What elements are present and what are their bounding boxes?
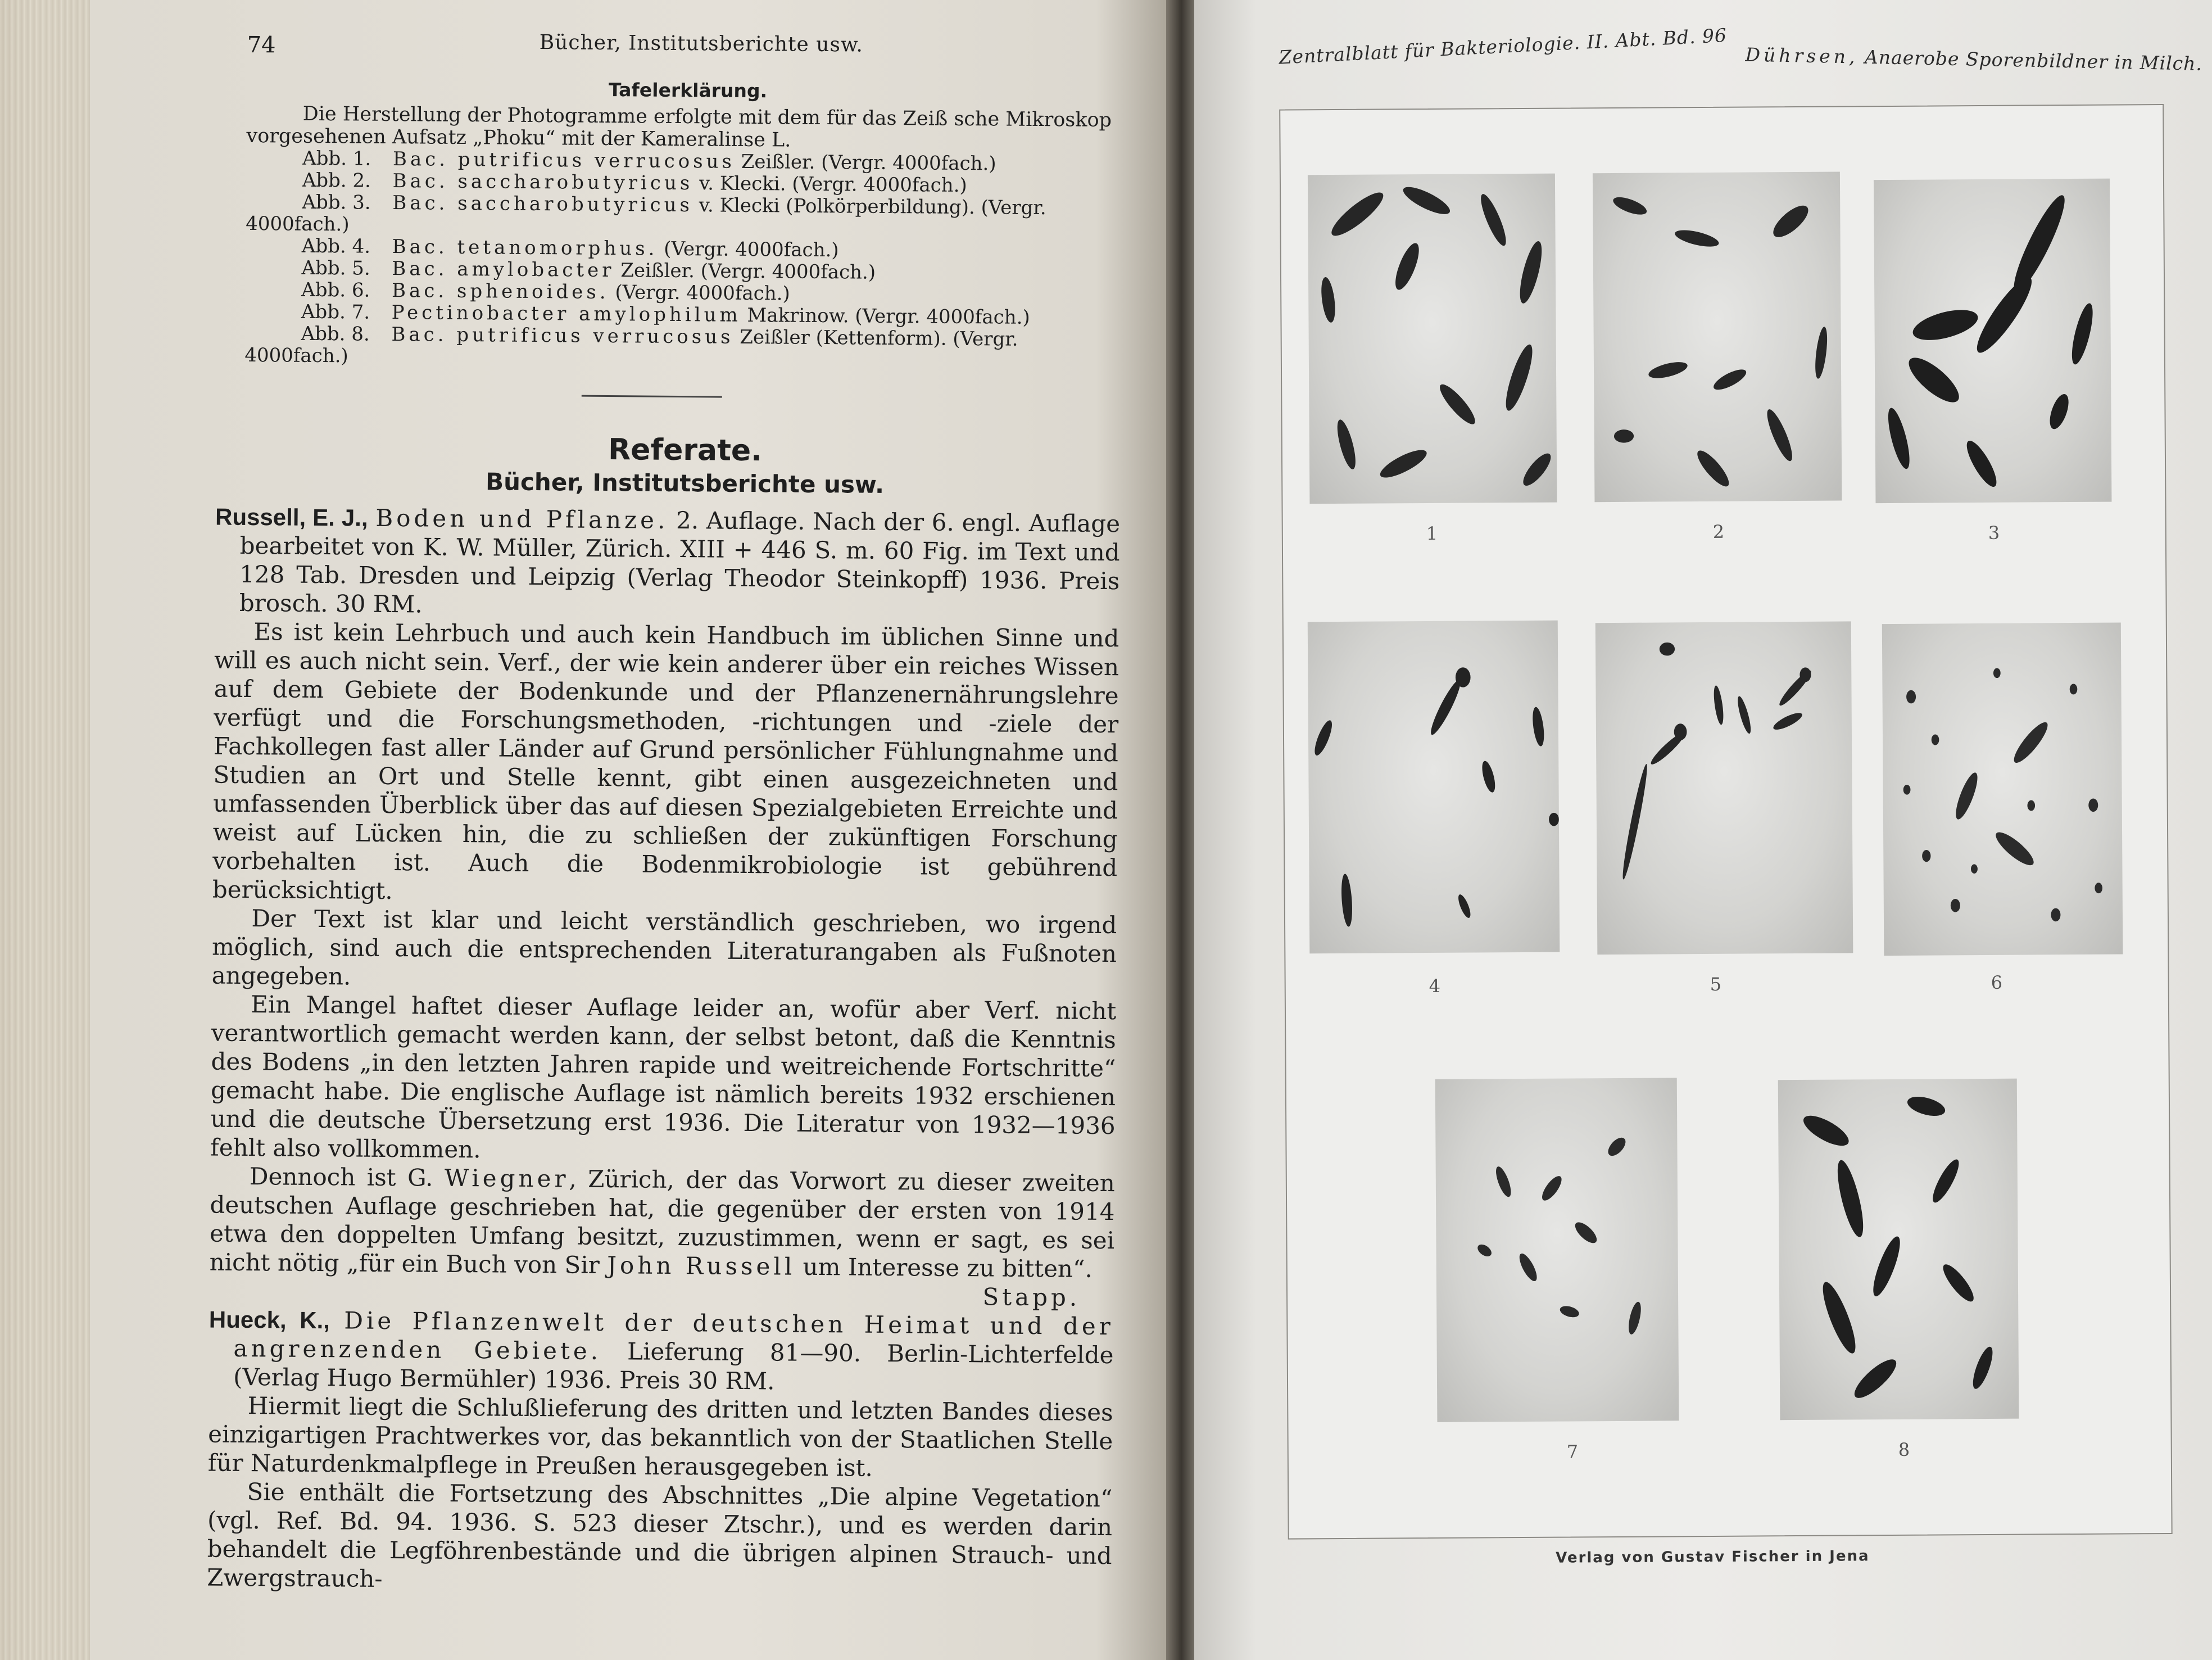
- legend-item: Abb. 1. Bac. putrificus verrucosus Zeißler. (Vergr. 4000fach.): [302, 147, 996, 175]
- review-hueck: [207, 1305, 1114, 1599]
- review-citation: Russell, E. J., Boden und Pflanze. 2. Auflage. Nach der 6. engl. Auflage bearbeitet von K. W. Müller, Zürich. XIII + 446 S. m. 60 Fig. im Text und 128 Tab. Dresden und Leipzig (Verlag Theodor Steinkopff) 1936. Preis brosch. 30 RM.: [215, 503, 1121, 618]
- legend-item: Abb. 4. Bac. tetanomorphus. (Vergr. 4000fach.): [301, 234, 839, 262]
- micrograph-5: [1595, 621, 1853, 955]
- plate-legend-intro: Die Herstellung der Photogramme erfolgte mit dem für das Zeiß sche Mikroskop vorgesehenen Aufsatz „Phoku“ mit der Kameralinse L.: [246, 102, 1112, 152]
- publisher-imprint: Verlag von Gustav Fischer in Jena: [1556, 1548, 1870, 1567]
- legend-item: Abb. 5. Bac. amylobacter Zeißler. (Vergr. 4000fach.): [301, 256, 876, 284]
- figure-number: 7: [1566, 1441, 1579, 1463]
- review-paragraph: Ein Mangel haftet dieser Auflage leider an, wofür aber Verf. nicht verantwortlich gemacht werden kann, der selbst betont, daß die Kenntnis des Bodens „in den letzten Jahren rapide und weitreichende Fortschritte“ gemacht habe. Die englische Auflage ist nämlich bereits 1932 erschienen und die deutsche Übersetzung erst 1936. Die Literatur von 1932—1936 fehlt also vollkommen.: [210, 990, 1117, 1164]
- micrograph-7: [1435, 1078, 1679, 1422]
- legend-item: Abb. 6. Bac. sphenoides. (Vergr. 4000fach.): [301, 278, 790, 305]
- figure-number: 6: [1991, 971, 2003, 993]
- running-head: Bücher, Institutsberichte usw.: [539, 31, 864, 57]
- review-paragraph: Es ist kein Lehrbuch und auch kein Handbuch im üblichen Sinne und will es auch nicht sein. Verf., der wie kein anderer über ein reiches Wissen auf dem Gebiete der Bodenkunde und der Pflanzenernährungslehre verfügt und die Forschungsmethoden, -richtungen und -ziele der Fachkollegen fast aller Länder auf Grund persönlicher Fühlungnahme und Studien an Ort und Stelle kennt, gibt einen ausgezeichneten und umfassenden Überblick über das auf diesen Spezialgebieten Erreichte und weist auf Lücken hin, die zu schließen der zukünftigen Forschung vorbehalten ist. Auch die Bodenmikrobiologie ist gebührend berücksichtigt.: [212, 618, 1119, 905]
- review-paragraph: Sie enthält die Fortsetzung des Abschnittes „Die alpine Vegetation“ (vgl. Ref. Bd. 94. 1936. S. 523 dieser Ztschr.), und es werden darin behandelt die Legföhrenbestände und die übrigen alpinen Strauch- und Zwergstrauch-: [207, 1478, 1113, 1593]
- figure-number: 2: [1712, 521, 1725, 542]
- figure-number: 4: [1429, 975, 1441, 997]
- review-citation: Hueck, K., Die Pflanzenwelt der deutschen Heimat und der angrenzenden Gebiete. Lieferung 81—90. Berlin-Lichterfelde (Verlag Hugo Bermühler) 1936. Preis 30 RM.: [208, 1306, 1114, 1395]
- review-russell: [209, 503, 1120, 1313]
- plate-page-content: [1194, 0, 2212, 1660]
- article-running-head: Dührsen, Anaerobe Sporenbildner in Milch.: [1745, 43, 2203, 75]
- photo-plate: [1279, 104, 2173, 1540]
- plate-legend: [177, 75, 1129, 373]
- right-page: [1194, 0, 2212, 1660]
- reviewer-signature: Stapp.: [982, 1283, 1081, 1311]
- page-number: 74: [247, 31, 276, 58]
- plate-legend-title: Tafelerklärung.: [608, 78, 768, 102]
- section-divider: [582, 395, 722, 398]
- micrograph-4: [1308, 621, 1560, 954]
- micrograph-2: [1593, 172, 1842, 503]
- review-paragraph: Dennoch ist G. Wiegner, Zürich, der das Vorwort zu dieser zweiten deutschen Auflage geschrieben hat, die gegenüber der ersten von 1914 etwa den doppelten Umfang besitzt, zuzustimmen, wenn er sagt, es sei nicht nötig „für ein Buch von Sir John Russell um Interesse zu bitten“.: [209, 1163, 1116, 1283]
- section-subtitle: Bücher, Institutsberichte usw.: [485, 468, 885, 499]
- micrograph-8: [1778, 1079, 2019, 1421]
- plate-legend-list: [177, 147, 1128, 373]
- reviews: [167, 502, 1120, 1599]
- journal-running-head: Zentralblatt für Bakteriologie. II. Abt. Bd. 96: [1278, 24, 1728, 69]
- review-paragraph: Hiermit liegt die Schlußlieferung des dritten und letzten Bandes dieses einzigartigen Prachtwerkes vor, das bekanntlich von der Staatlichen Stelle für Naturdenkmalpflege in Preußen herausgegeben ist.: [207, 1392, 1113, 1482]
- section-title: Referate.: [608, 433, 763, 468]
- left-page-content: [167, 22, 1130, 1599]
- figure-number: 3: [1988, 522, 2000, 544]
- micrograph-6: [1882, 622, 2123, 956]
- page-edges: [0, 0, 90, 1660]
- figure-number: 8: [1898, 1439, 1910, 1460]
- micrograph-1: [1308, 174, 1557, 504]
- figure-number: 1: [1426, 522, 1438, 545]
- legend-item: Abb. 3. Bac. saccharobutyricus v. Klecki (Polkörperbildung). (Vergr. 4000fach.): [246, 191, 1046, 236]
- review-paragraph: Der Text ist klar und leicht verständlich geschrieben, wo irgend möglich, sind auch die entsprechenden Literaturangaben als Fußnoten angegeben.: [211, 904, 1117, 990]
- legend-item: Abb. 7. Pectinobacter amylophilum Makrinow. (Vergr. 4000fach.): [301, 300, 1030, 329]
- figure-number: 5: [1710, 973, 1722, 995]
- micrograph-3: [1874, 179, 2112, 504]
- legend-item: Abb. 8. Bac. putrificus verrucosus Zeißler (Kettenform). (Vergr. 4000fach.): [244, 322, 1018, 368]
- page-header: [179, 22, 1130, 80]
- legend-item: Abb. 2. Bac. saccharobutyricus v. Klecki. (Vergr. 4000fach.): [302, 169, 967, 197]
